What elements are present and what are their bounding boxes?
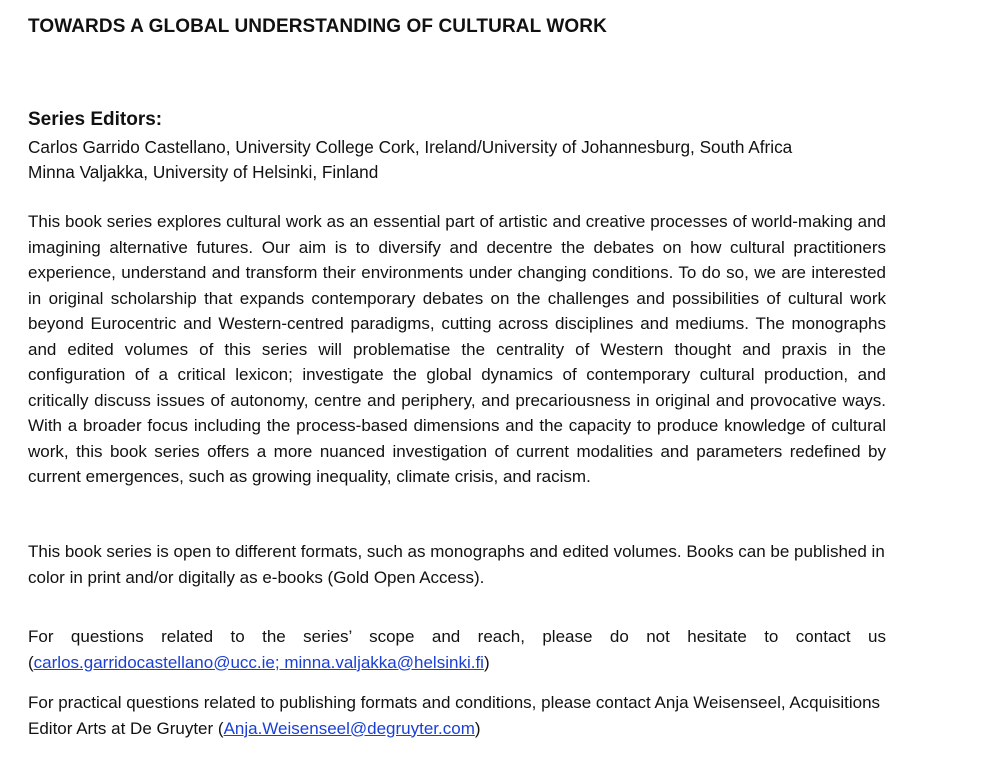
practical-contact-email-link[interactable]: Anja.Weisenseel@degruyter.com: [223, 718, 475, 738]
practical-contact-paragraph: [28, 690, 886, 741]
scope-contact-email-link[interactable]: carlos.garridocastellano@ucc.ie; minna.valjakka@helsinki.fi: [33, 652, 484, 672]
series-title: TOWARDS A GLOBAL UNDERSTANDING OF CULTURAL WORK: [28, 16, 607, 37]
scope-contact-paragraph: [28, 624, 886, 675]
series-formats-paragraph: This book series is open to different formats, such as monographs and edited volumes. Books can be published in color in print and/or digitally as e-books (Gold Open Access).: [28, 542, 885, 587]
scope-contact-text: For questions related to the series’ scope and reach, please do not hesitate to contact us (: [28, 627, 886, 672]
series-editor-1: Carlos Garrido Castellano, University College Cork, Ireland/University of Johannesburg, South Africa: [28, 137, 793, 157]
series-editor-2: Minna Valjakka, University of Helsinki, Finland: [28, 162, 379, 182]
practical-contact-close: ): [474, 718, 481, 738]
series-editors-heading: Series Editors:: [28, 109, 163, 130]
scope-contact-close: ): [483, 652, 490, 672]
practical-contact-text: For practical questions related to publishing formats and conditions, please contact Anja Weisenseel, Acquisitions Editor Arts at De Gruyter (: [28, 693, 881, 738]
series-description: This book series explores cultural work as an essential part of artistic and creative processes of world-making and imagining alternative futures. Our aim is to diversify and decentre the debates on how cultural practitioners experience, understand and transform their environments under changing conditions. To do so, we are interested in original scholarship that expands contemporary debates on the challenges and possibilities of cultural work beyond Eurocentric and Western-centred paradigms, cutting across disciplines and mediums. The monographs and edited volumes of this series will problematise the centrality of Western thought and praxis in the configuration of a critical lexicon; investigate the global dynamics of contemporary cultural production, and critically discuss issues of autonomy, centre and periphery, and precariousness in original and provocative ways. With a broader focus including the process-based dimensions and the capacity to produce knowledge of cultural work, this book series offers a more nuanced investigation of current modalities and parameters redefined by current emergences, such as growing inequality, climate crisis, and racism.: [28, 212, 886, 486]
